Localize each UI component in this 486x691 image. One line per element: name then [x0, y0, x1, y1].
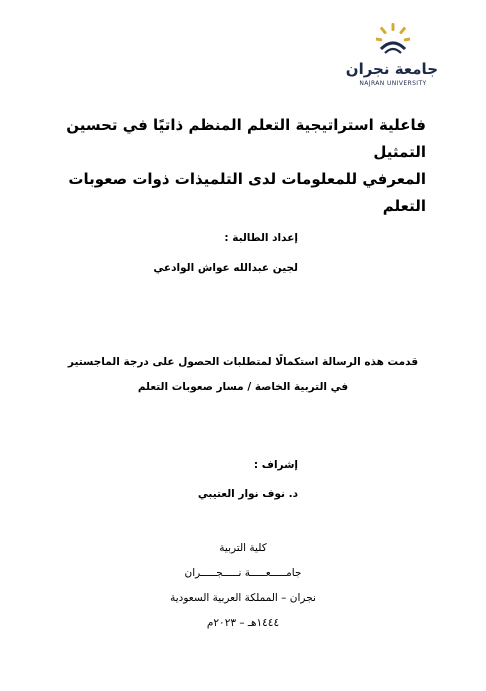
thesis-title-line-2: المعرفي للمعلومات لدى التلميذات ذوات صعوبات التعلم: [68, 170, 426, 215]
university-logo: [345, 22, 438, 102]
supervision-label: إشراف :: [253, 459, 298, 471]
location: نجران – المملكة العربية السعودية: [170, 592, 316, 604]
thesis-title: [20, 112, 426, 220]
student-label: إعداد الطالبة :: [224, 232, 298, 244]
university-name-english: NAJRAN UNIVERSITY: [359, 80, 427, 87]
thesis-title-line-1: فاعلية استراتيجية التعلم المنظم ذاتيًا في تحسين التمثيل: [66, 116, 426, 161]
university-name-arabic: جامعة نجران: [345, 60, 438, 78]
university-emblem-icon: [376, 22, 410, 56]
submission-line-1: قدمت هذه الرسالة استكمالًا لمتطلبات الحصول على درجة الماجستير: [67, 356, 419, 368]
year: ١٤٤٤هـ – ٢٠٢٣م: [206, 617, 280, 629]
university-name: جامـــــعـــــة نـــــجـــــران: [184, 567, 302, 579]
supervisor-name: د. نوف نوار العتيبي: [197, 488, 298, 500]
submission-line-2: في التربية الخاصة / مسار صعوبات التعلم: [137, 381, 349, 393]
student-name: لجين عبدالله عواش الوادعي: [153, 262, 298, 274]
college-name: كلية التربية: [219, 542, 267, 554]
